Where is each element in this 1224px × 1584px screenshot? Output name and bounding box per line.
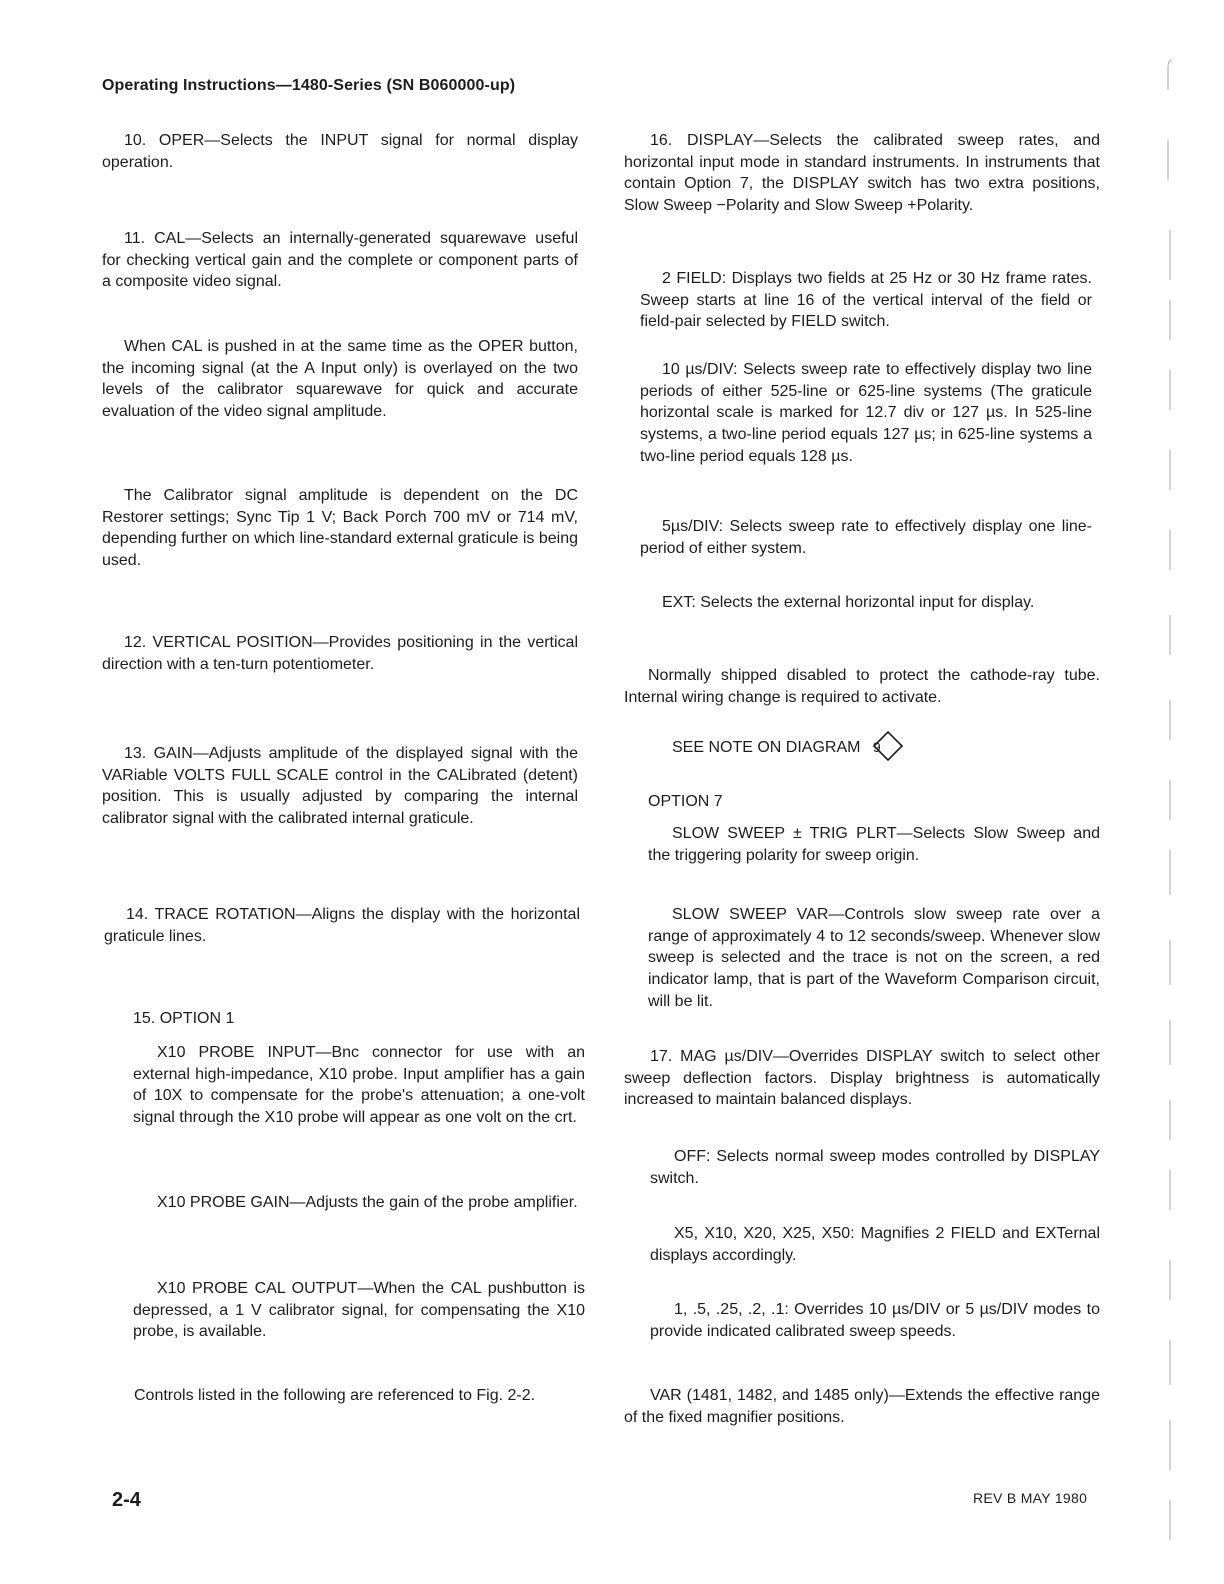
item-14-trace-rotation: 14. TRACE ROTATION—Aligns the display with the horizontal graticule lines. bbox=[104, 906, 580, 945]
scan-edge-marks bbox=[1162, 40, 1202, 1560]
x10-probe-input: X10 PROBE INPUT—Bnc connector for use with an external high-impedance, X10 probe. Input amplifier has a gain of 10X to compensate for the probe's attenuation; a one-volt signal through the X10 probe will appear as one volt on the crt. bbox=[133, 1044, 585, 1127]
calibrator-note: The Calibrator signal amplitude is dependent on the DC Restorer settings; Sync Tip 1 V; Back Porch 700 mV or 714 mV, depending further on which line-standard external graticule is being used. bbox=[102, 487, 578, 570]
item-13-gain: 13. GAIN—Adjusts amplitude of the displayed signal with the VARiable VOLTS FULL SCALE control in the CALibrated (detent) position. This is usually adjusted by comparing the internal calibrator signal with the calibrated internal graticule. bbox=[102, 745, 578, 828]
x10-probe-gain: X10 PROBE GAIN—Adjusts the gain of the probe amplifier. bbox=[157, 1194, 578, 1211]
slow-sweep-trig: SLOW SWEEP ± TRIG PLRT—Selects Slow Sweep and the triggering polarity for sweep origin. bbox=[648, 825, 1100, 864]
fractional-magnifications: 1, .5, .25, .2, .1: Overrides 10 µs/DIV or 5 µs/DIV modes to provide indicated calibrated sweep speeds. bbox=[650, 1301, 1100, 1340]
see-note-on-diagram bbox=[672, 733, 992, 763]
two-field: 2 FIELD: Displays two fields at 25 Hz or 30 Hz frame rates. Sweep starts at line 16 of the vertical interval of the field or field-pair selected by FIELD switch. bbox=[640, 270, 1092, 331]
diagram-diamond-icon bbox=[873, 731, 903, 761]
controls-reference-note: Controls listed in the following are referenced to Fig. 2-2. bbox=[134, 1387, 536, 1404]
item-16-display: 16. DISPLAY—Selects the calibrated sweep rates, and horizontal input mode in standard instruments. In instruments that contain Option 7, the DISPLAY switch has two extra positions, Slow Sweep −Polarity and Slow Sweep +Polarity. bbox=[624, 132, 1100, 215]
ext: EXT: Selects the external horizontal input for display. bbox=[662, 594, 1035, 611]
item-11-cal: 11. CAL—Selects an internally-generated squarewave useful for checking vertical gain and the complete or component parts of a composite video signal. bbox=[102, 230, 578, 291]
item-12-vertical-position: 12. VERTICAL POSITION—Provides positioning in the vertical direction with a ten-turn potentiometer. bbox=[102, 634, 578, 673]
page-header: Operating Instructions—1480-Series (SN B060000-up) bbox=[102, 77, 516, 94]
diagram-number: 9 bbox=[872, 739, 881, 755]
page-number: 2-4 bbox=[112, 1489, 141, 1511]
x-magnifications: X5, X10, X20, X25, X50: Magnifies 2 FIELD and EXTernal displays accordingly. bbox=[650, 1225, 1100, 1264]
ten-us-div: 10 µs/DIV: Selects sweep rate to effectively display two line periods of either 525-line or 625-line systems (The graticule horizontal scale is marked for 12.7 div or 127 µs. In 525-line systems, a two-line period equals 127 µs; in 625-line systems a two-line period equals 128 µs. bbox=[640, 361, 1092, 465]
revision-date: REV B MAY 1980 bbox=[973, 1490, 1088, 1506]
item-15-option-1: 15. OPTION 1 bbox=[133, 1010, 235, 1027]
var-note: VAR (1481, 1482, and 1485 only)—Extends the effective range of the fixed magnifier positions. bbox=[624, 1387, 1100, 1426]
option-7-title: OPTION 7 bbox=[648, 793, 723, 810]
shipped-disabled-note: Normally shipped disabled to protect the cathode-ray tube. Internal wiring change is required to activate. bbox=[624, 667, 1100, 706]
item-10-oper: 10. OPER—Selects the INPUT signal for normal display operation. bbox=[102, 132, 578, 171]
cal-oper-note: When CAL is pushed in at the same time as the OPER button, the incoming signal (at the A Input only) is overlayed on the two levels of the calibrator squarewave for quick and accurate evaluation of the video signal amplitude. bbox=[102, 338, 578, 421]
off: OFF: Selects normal sweep modes controlled by DISPLAY switch. bbox=[650, 1148, 1100, 1187]
see-note-text: SEE NOTE ON DIAGRAM bbox=[672, 739, 861, 757]
x10-probe-cal-output: X10 PROBE CAL OUTPUT—When the CAL pushbutton is depressed, a 1 V calibrator signal, for compensating the X10 probe, is available. bbox=[133, 1280, 585, 1341]
item-17-mag-us-div: 17. MAG µs/DIV—Overrides DISPLAY switch to select other sweep deflection factors. Display brightness is automatically increased to maintain balanced displays. bbox=[624, 1048, 1100, 1109]
five-us-div: 5µs/DIV: Selects sweep rate to effectively display one line-period of either system. bbox=[640, 518, 1092, 557]
slow-sweep-var: SLOW SWEEP VAR—Controls slow sweep rate over a range of approximately 4 to 12 seconds/sweep. Whenever slow sweep is selected and the trace is not on the screen, a red indicator lamp, that is part of the Waveform Comparison circuit, will be lit. bbox=[648, 906, 1100, 1010]
